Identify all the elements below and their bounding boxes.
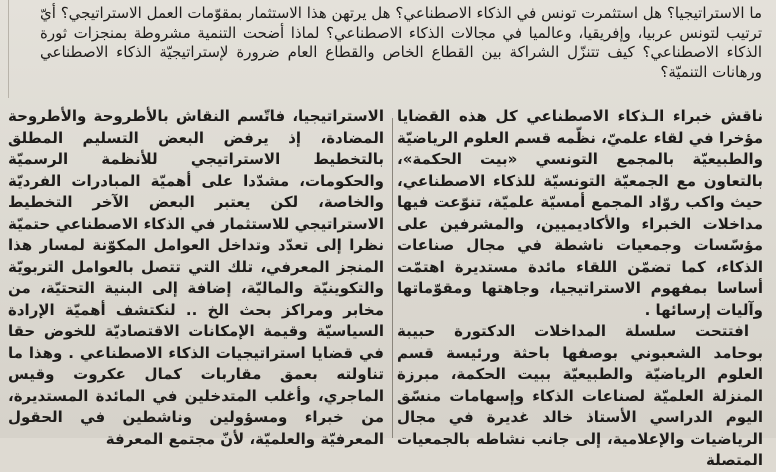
body-paragraph: ناقش خبراء الـذكاء الاصطناعي كل هذه القضايا مؤخرا في لقاء علميّ، نظّمه قسم العلوم الرياضيّة والطبيعيّة بالمجمع التونسي «بيت الحكمة»، بالتعاون مع الجمعيّة التونسيّة للذكاء الاصطناعي، حيث واكب روّاد المجمع أمسيّة علميّة، تنوّعت فيها مداخلات الخبراء والأكاديميين، والمشرفين على مؤسّسات وجمعيات ناشطة في مجال صناعات الذكاء، كما تضمّن اللقاء مائدة مستديرة اهتمّت أساسا بمفهوم الاستراتيجيا، وجاهتها ومقوّماتها وآليات إرسائها . [397, 107, 763, 319]
article-intro [40, 4, 762, 82]
column-divider [392, 118, 393, 438]
body-paragraph: الاستراتيجيا، فاتّسم النقاش بالأطروحة والأطروحة المضادة، إذ يرفض البعض التسليم المطلق بالتخطيط الاستراتيجي للأنظمة الرسميّة والحكومات، مشدّدا على أهميّة المبادرات الفرديّة والخاصة، لكن يعتبر البعض الآخر التخطيط الاستراتيجي للاستثمار في الذكاء الاصطناعي حتميّة نظرا إلى تعدّد وتداخل العوامل المكوّنة لمسار هذا المنجز المعرفي، تلك التي تتصل بالعوامل التربويّة والتكوينيّة والماليّة، إضافة إلى البنية التحتيّة، من مخابر ومراكز بحث الخ .. لنكتشف أهميّة الإرادة السياسيّة وقيمة الإمكانات الاقتصاديّة للخوض حقا في قضايا استراتيجيات الذكاء الاصطناعي . وهذا ما تناولته بعمق مقاربات كمال عكروت وقيس الماجري، وأغلب المتدخلين في المائدة المستديرة، من خبراء ومسؤولين وناشطين في الحقول المعرفيّة والعلميّة، لأنّ مجتمع المعرفة [8, 107, 384, 448]
intro-paragraph: ما الاستراتيجيا؟ هل استثمرت تونس في الذكاء الاصطناعي؟ هل يرتهن هذا الاستثمار بمقوّمات العمل الاستراتيجي؟ أيّ ترتيب لتونس عربيا، وإفريقيا، وعالميا في مجالات الذكاء الاصطناعي؟ لماذا أضحت التنمية مشروطة بمنجزات ثورة الذكاء الاصطناعي؟ كيف تتنزّل الشراكة بين القطاع الخاص والقطاع العام ضرورة لإستراتيجيّة الذكاء الاصطناعي ورهانات التنميّة؟ [40, 4, 762, 81]
column-border [8, 0, 9, 98]
article-column-right [397, 106, 763, 469]
article-column-left [8, 106, 384, 448]
body-paragraph: افتتحت سلسلة المداخلات الدكتورة حبيبة بوحامد الشعبوني بوصفها باحثة ورئيسة قسم العلوم الرياضيّة والطبيعيّة ببيت الحكمة، مبرزة المنزلة العلميّة لصناعات الذكاء وإسهامات منسّق اليوم الدراسي الأستاذ خالد غديرة في مجال الرياضيات والإعلامية، إلى جانب نشاطه بالجمعيات المتصلة [397, 322, 763, 469]
